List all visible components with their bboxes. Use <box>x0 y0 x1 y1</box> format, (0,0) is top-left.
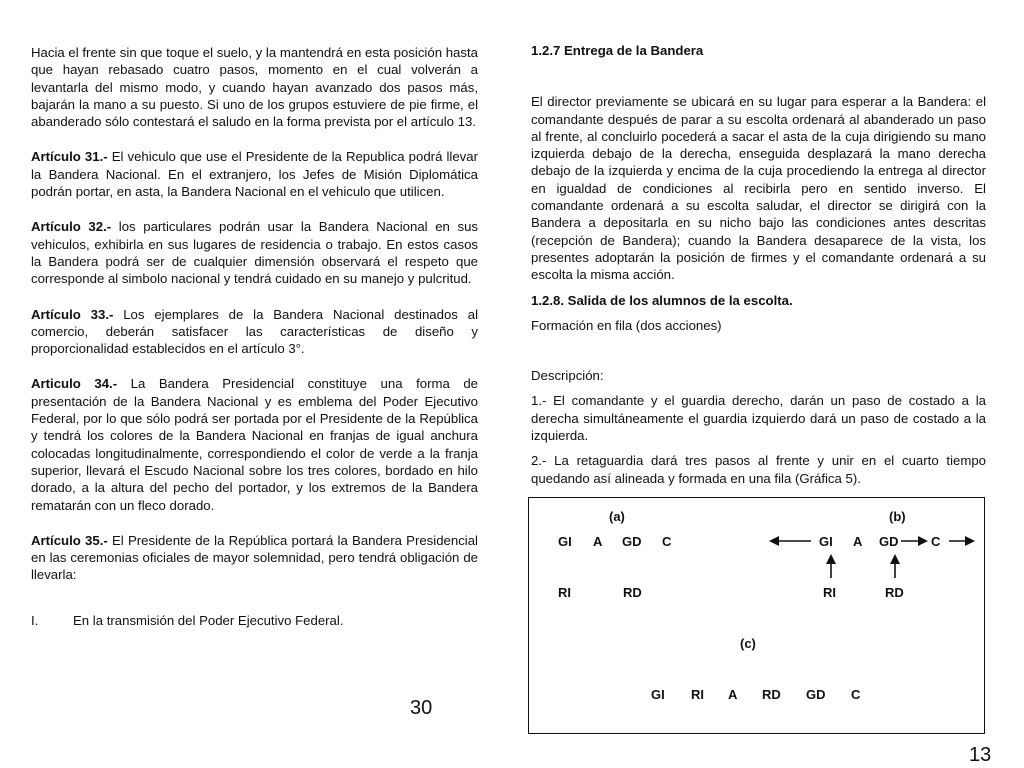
a-gi: GI <box>558 534 572 549</box>
left-column <box>31 44 478 629</box>
article-31-text: El vehiculo que use el Presidente de la Republica podrá llevar la Bandera Nacional. En el extranjero, los Jefes de Misión Diplomática podrán portar, en asta, la Bandera Nacional en el vehiculo que utilicen. <box>31 149 478 200</box>
c-rd: RD <box>762 687 781 702</box>
label-c: (c) <box>740 636 756 651</box>
article-32 <box>31 218 478 287</box>
right-column <box>531 42 986 487</box>
list-item <box>31 612 478 629</box>
formation-diagram <box>528 497 985 734</box>
article-31-label: Artículo 31.- <box>31 149 108 165</box>
article-32-text: los particulares podrán usar la Bandera Nacional en sus vehiculos, exhibirla en sus lugares de residencia o trabajo. En estos casos la Bandera podrá ser de cualquier dimensión observará el respeto que corresponde al simbolo nacional y tendrá cuidado en su manejo y pulcritud. <box>31 219 478 287</box>
b-a: A <box>853 534 863 549</box>
article-34 <box>31 375 478 513</box>
article-35-label: Artículo 35.- <box>31 532 108 548</box>
article-34-text: La Bandera Presidencial constituye una forma de presentación de la Bandera Nacional y es emblema del Poder Ejecutivo Federal, por lo que sólo podrá ser portada por el Presidente de la República y tendrá los colores de la Bandera Nacional en franjas de igual anchura colocadas longitudinalmente, correspondiendo el color de verde a la franja superior, llevará el Escudo Nacional sobre los tres colores, bordado en hilo dorado, a la altura del pecho del portador, y los extremos de la Bandera rematarán con un fleco dorado. <box>31 376 478 513</box>
arrow-left-icon <box>769 536 811 546</box>
list-item-text: En la transmisión del Poder Ejecutivo Federal. <box>73 612 344 628</box>
arrows-layer <box>529 498 986 735</box>
article-33 <box>31 306 478 358</box>
a-rd: RD <box>623 585 642 600</box>
article-35-text: El Presidente de la República portará la Bandera Presidencial en las ceremonias oficiales de mayor solemnidad, pero tendrá obligación de llevarla: <box>31 532 478 583</box>
a-c: C <box>662 534 672 549</box>
c-gi: GI <box>651 687 665 702</box>
c-gd: GD <box>806 687 826 702</box>
article-33-text: Los ejemplares de la Bandera Nacional destinados al comercio, deberán satisfacer las características de diseño y proporcionalidad establecidos en el artículo 3°. <box>31 306 478 357</box>
page-number-right: 13 <box>969 744 992 766</box>
section-heading-128: 1.2.8. Salida de los alumnos de la escolta. <box>531 292 793 308</box>
paragraph-127: El director previamente se ubicará en su lugar para esperar a la Bandera: el comandante después de parar a su escolta ordenará al abanderado un paso al frente, al concluirlo pocederá a sacar el asta de la cuja dirigiendo su mano izquierda debajo de la derecha, enseguida desplazará la mano derecha debajo de la izquierda y encima de la cuja procediendo la entrega al director en igualdad de condiciones al recibirla pero en sentido inverso. El comandante ordenará a su escolta saludar, el director se dirigirá con la Bandera a depositarla en su nicho bajo las condiciones antes descritas (recepción de Bandera); cuando la Bandera desaparece de la vista, los presentes adoptarán la posición de firmes y el comandante ordenará a su escolta la misma acción. <box>531 94 986 283</box>
article-34-label: Articulo 34.- <box>31 376 118 392</box>
c-ri: RI <box>691 687 704 702</box>
article-35 <box>31 532 478 584</box>
arrow-up-icon <box>826 554 836 578</box>
label-b: (b) <box>889 509 906 524</box>
description-label: Descripción: <box>531 368 604 384</box>
c-a: A <box>728 687 738 702</box>
a-a: A <box>593 534 603 549</box>
list-item-number: I. <box>31 612 39 628</box>
step-2: 2.- La retaguardia dará tres pasos al frente y unir en el cuarto tiempo quedando así alineada y formada en una fila (Gráfica 5). <box>531 453 986 486</box>
b-gd: GD <box>879 534 899 549</box>
c-c: C <box>851 687 861 702</box>
article-31 <box>31 148 478 200</box>
b-rd: RD <box>885 585 904 600</box>
page-number-left: 30 <box>410 697 433 719</box>
b-ri: RI <box>823 585 836 600</box>
arrow-up-icon <box>890 554 900 578</box>
paragraph-intro: Hacia el frente sin que toque el suelo, y la mantendrá en esta posición hasta que hayan rebasado cuatro pasos, momento en el cual volverán a levantarla del mismo modo, y cuando hayan avanzado dos pasos más, bajarán la mano a su puesto. Si uno de los grupos estuviere de pie firme, el abanderado sólo contestará el saludo en la forma prevista por el artículo 13. <box>31 45 478 130</box>
arrow-right-icon <box>901 536 928 546</box>
arrow-right-icon <box>949 536 975 546</box>
a-gd: GD <box>622 534 642 549</box>
label-a: (a) <box>609 509 625 524</box>
a-ri: RI <box>558 585 571 600</box>
step-1: 1.- El comandante y el guardia derecho, darán un paso de costado a la derecha simultáneamente el guardia izquierdo dará un paso de costado a la izquierda. <box>531 393 986 444</box>
section-heading-127: 1.2.7 Entrega de la Bandera <box>531 43 704 58</box>
article-33-label: Artículo 33.- <box>31 306 114 322</box>
article-32-label: Artículo 32.- <box>31 219 112 235</box>
b-c: C <box>931 534 941 549</box>
formation-subtitle: Formación en fila (dos acciones) <box>531 317 722 333</box>
b-gi: GI <box>819 534 833 549</box>
